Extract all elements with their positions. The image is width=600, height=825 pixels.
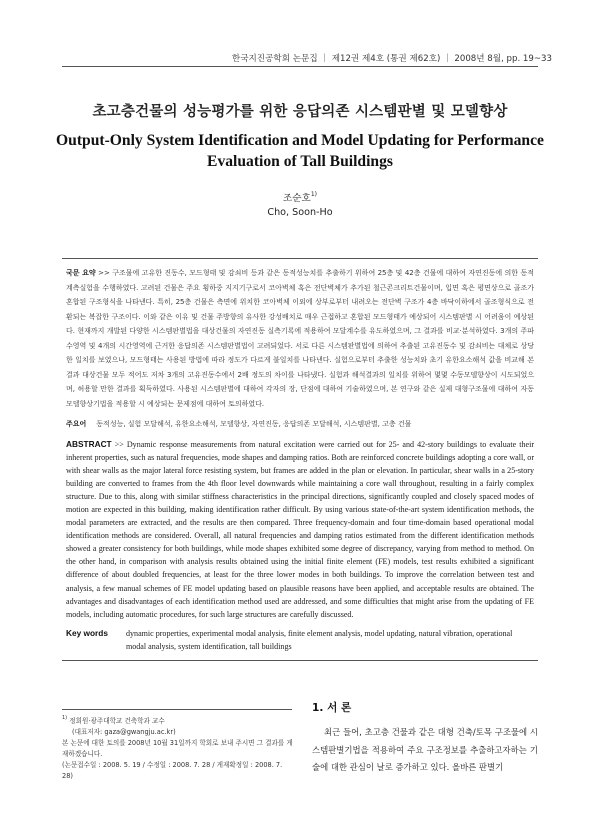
- footnote-rule: [62, 709, 292, 710]
- english-abstract-text: >> Dynamic response measurements from natural excitation were carried out for 25- and 42-story buildings to evaluate their inherent properties, such as natural frequencies, mode shapes and damping ratios. Both are reinforced concrete buildings adopting a core wall, or with shear walls as the major lateral force resisting system, but frames are added in the plan or elevation. In particular, shear walls in a 25-story building are converted to frames from the 4th floor level downwards while maintaining a core wall throughout, resulting in a fairly complex structure. Due to this, along with similar stiffness characteristics in the principal directions, significantly coupled and closely spaced modes of motion are expected in this building, making identification rather difficult. By using various state-of-the-art system identification methods, the modal parameters are extracted, and the results are then compared. Three frequency-domain and four time-domain based operational modal identification methods are considered. Overall, all natural frequencies and damping ratios estimated from the different identification methods showed a greater consistency for both buildings, while mode shapes exhibited some degree of discrepancy, varying from method to method. On the other hand, in comparison with analysis results obtained using the initial finite element (FE) models, test results exhibited a significant difference of about doubled frequencies, at least for the three lower modes in both buildings. To improve the correlation between test and analysis, a few manual schemes of FE model updating based on plausible reasons have been applied, and acceptable results are obtained. The advantages and disadvantages of each identification method used are addressed, and some difficulties that might arise from the updating of FE models, including automatic procedures, for such large structures are carefully discussed.: [66, 440, 534, 619]
- korean-keywords-text: 동적성능, 실험 모달해석, 유한요소해석, 모델향상, 자연진동, 응답의존 모달해석, 시스템판별, 고층 건물: [96, 420, 412, 428]
- korean-title: 초고층건물의 성능평가를 위한 응답의존 시스템판별 및 모델향상: [92, 104, 508, 120]
- footnotes: [62, 713, 294, 782]
- author-footnote-mark: 1): [310, 191, 317, 198]
- english-keywords: [66, 627, 534, 653]
- affiliation-text: 정회원·광주대학교 건축학과 교수: [69, 717, 165, 725]
- running-head: 한국지진공학회 논문집 ｜ 제12권 제4호 (통권 제62호) ｜ 2008년 8월, pp. 19~33: [231, 54, 552, 64]
- footnote-discussion: 본 논문에 대한 토의를 2008년 10월 31일까지 학회로 보내 주시면 그 결과를 게재하겠습니다.: [62, 739, 293, 758]
- korean-keywords: [66, 419, 534, 429]
- author-korean-name: 조순호: [283, 193, 311, 204]
- footnote-mark: 1): [62, 715, 68, 721]
- author-korean: [0, 190, 600, 204]
- introduction-paragraph: 최근 들어, 초고층 건물과 같은 대형 건축/토목 구조물에 시스템판별기법을 적용하여 주요 구조정보를 추출하고자하는 기술에 대한 관심이 날로 증가하고 있다. 올바른 판별기: [312, 727, 538, 772]
- section-title: 1. 서 론: [312, 702, 352, 714]
- footnote-affiliation: [62, 713, 294, 727]
- introduction-body: [312, 724, 538, 777]
- korean-abstract-text: >> 구조물에 고유한 진동수, 모드형태 및 감쇠비 등과 같은 동적성능치를 추출하기 위하여 25층 및 42층 건물에 대하여 자연진동에 의한 동적계측실험을 수행하였다. 고려된 건물은 주요 횡하중 지지기구로서 코아벽체 혹은 전단벽체가 추가된 철근콘크리트건물이며, 입면 혹은 평면상으로 골조가 혼합된 구조형식을 나타낸다. 특히, 25층 건물은 측면에 위치한 코아벽체 이외에 상부로부터 내려오는 전단벽 구조가 4층 바닥이하에서 골조형식으로 전환되는 복잡한 구조이다. 이와 같은 이유 및 건물 주방향의 유사한 강성배치로 매우 근접하고 혼합된 모드형태가 예상되어 시스템판별 시 어려움이 예상된다. 현재까지 개발된 다양한 시스템판별법을 대상건물의 자연진동 실측기록에 적용하여 모달계수를 유도하였으며, 그 결과를 비교·분석하였다. 3개의 주파수영역 및 4개의 시간영역에 근거한 응답의존 시스템판별법이 고려되었다. 서로 다른 시스템판별법에 의하여 추출된 고유진동수 및 감쇠비는 대체로 상당한 일치를 보였으나, 모드형태는 사용된 방법에 따라 정도가 다르게 불일치를 나타낸다. 실험으로부터 추출한 성능치와 초기 유한요소해석 값을 비교해 본 결과 대상건물 모두 적어도 저차 3개의 고유진동수에서 2배 정도의 차이를 나타냈다. 실험과 해석결과의 일치를 위하여 몇몇 수동모델향상이 시도되었으며, 허용할 만한 결과를 획득하였다. 사용된 시스템판별에 대하여 각자의 장, 단점에 대하여 기술하였으며, 본 연구와 같은 실제 대형구조물에 대하여 자동모델향상기법을 적용할 시 예상되는 문제점에 대하여 토의하였다.: [66, 269, 534, 408]
- author-english: Cho, Soon-Ho: [267, 207, 333, 218]
- korean-abstract: [66, 266, 534, 411]
- korean-abstract-label: 국문 요약: [66, 269, 96, 277]
- english-abstract: [66, 438, 534, 621]
- english-title: Output-Only System Identification and Model Updating for Performance Evaluation of Tall Buildings: [56, 132, 544, 170]
- abstract-top-rule: [62, 258, 538, 259]
- korean-keywords-label: 주요어: [66, 420, 87, 428]
- english-keywords-text: dynamic properties, experimental modal analysis, finite element analysis, model updating, natural vibration, operational modal analysis, system identification, tall buildings: [126, 629, 513, 651]
- abstract-bottom-rule: [62, 660, 538, 661]
- footnote-email: (대표저자: gaza@gwangju.ac.kr): [72, 728, 176, 736]
- header-rule: [62, 66, 538, 67]
- english-abstract-label: ABSTRACT: [66, 439, 112, 449]
- english-keywords-label: Key words: [66, 628, 108, 638]
- footnote-dates: (논문접수일 : 2008. 5. 19 / 수정일 : 2008. 7. 28 / 게재확정일 : 2008. 7. 28): [62, 761, 283, 780]
